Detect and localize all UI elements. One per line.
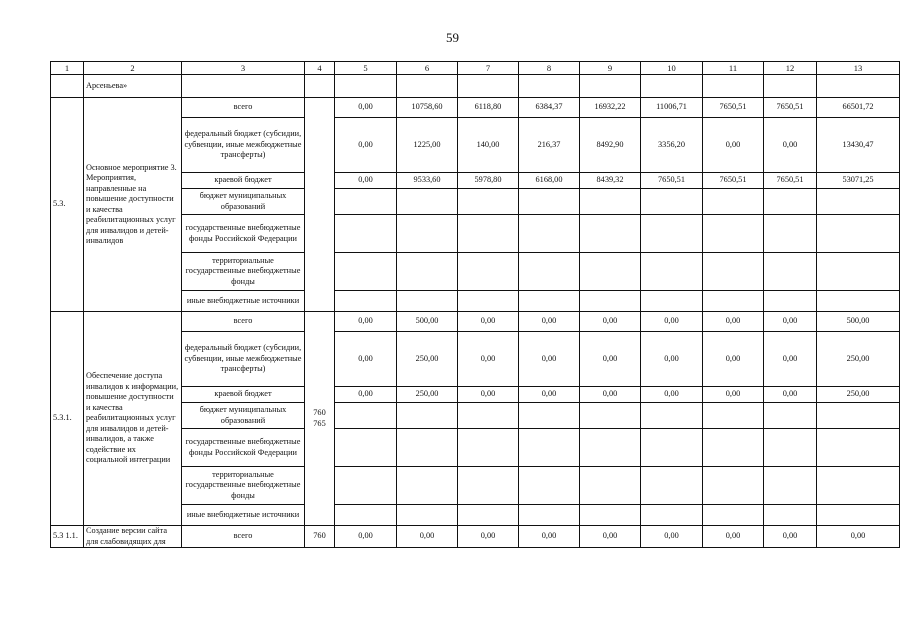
measure-name: Основное мероприятие 3. Мероприятия, направленные на повышение доступности и качества реабилитационных услуг для инвалидов и детей-инвалидов [84,98,182,312]
empty-cell [580,291,641,312]
value-cell: 0,00 [817,526,900,548]
value-cell: 6168,00 [519,173,580,189]
budget-table-container [50,61,900,548]
column-number: 7 [458,62,519,75]
column-number: 5 [335,62,397,75]
funding-source: федеральный бюджет (субсидии, субвенции, иные межбюджетные трансферты) [182,332,305,387]
empty-cell [764,189,817,215]
empty-cell [764,505,817,526]
value-cell: 0,00 [641,332,703,387]
value-cell: 0,00 [519,332,580,387]
empty-cell [458,467,519,505]
value-cell: 16932,22 [580,98,641,118]
value-cell: 1225,00 [397,118,458,173]
value-cell: 0,00 [335,526,397,548]
empty-cell [703,75,764,98]
value-cell: 250,00 [397,332,458,387]
empty-cell [458,253,519,291]
value-cell: 8492,90 [580,118,641,173]
measure-name: Обеспечение доступа инвалидов к информации, повышение доступности и качества реабилитационных услуг для инвалидов и детей-инвалидов, а также содействие их социальной интеграции [84,312,182,526]
funding-source: всего [182,98,305,118]
value-cell: 500,00 [817,312,900,332]
empty-cell [703,215,764,253]
value-cell: 0,00 [764,526,817,548]
value-cell: 7650,51 [764,173,817,189]
column-number: 1 [51,62,84,75]
empty-cell [519,189,580,215]
value-cell: 8439,32 [580,173,641,189]
empty-cell [817,467,900,505]
value-cell: 66501,72 [817,98,900,118]
value-cell: 0,00 [703,387,764,403]
value-cell: 250,00 [817,387,900,403]
funding-source: государственные внебюджетные фонды Российской Федерации [182,215,305,253]
value-cell: 0,00 [335,173,397,189]
value-cell: 0,00 [641,526,703,548]
funding-source: иные внебюджетные источники [182,505,305,526]
item-code: 5.3.1. [51,312,84,526]
empty-cell [397,505,458,526]
page-number: 59 [446,30,459,45]
empty-cell [817,75,900,98]
value-cell: 5978,80 [458,173,519,189]
empty-cell [641,403,703,429]
value-cell: 0,00 [764,118,817,173]
source-cell [182,75,305,98]
value-cell: 0,00 [519,312,580,332]
empty-cell [458,189,519,215]
value-cell: 9533,60 [397,173,458,189]
funding-source: государственные внебюджетные фонды Российской Федерации [182,429,305,467]
empty-cell [519,253,580,291]
budget-row [51,526,900,548]
value-cell: 0,00 [580,526,641,548]
column-number: 8 [519,62,580,75]
value-cell: 13430,47 [817,118,900,173]
budget-table [50,61,900,548]
empty-cell [703,253,764,291]
empty-cell [458,429,519,467]
empty-cell [519,215,580,253]
column-number: 3 [182,62,305,75]
value-cell: 500,00 [397,312,458,332]
grbs-code-line: 760 [313,408,326,417]
budget-row [51,312,900,332]
value-cell: 0,00 [703,118,764,173]
column-number: 6 [397,62,458,75]
value-cell: 0,00 [764,332,817,387]
column-number: 2 [84,62,182,75]
empty-cell [397,291,458,312]
empty-cell [580,467,641,505]
empty-cell [580,189,641,215]
empty-cell [458,215,519,253]
funding-source: всего [182,526,305,548]
empty-cell [764,467,817,505]
empty-cell [458,291,519,312]
empty-cell [519,467,580,505]
empty-cell [703,429,764,467]
budget-row [51,98,900,118]
column-number: 12 [764,62,817,75]
empty-cell [817,189,900,215]
value-cell: 0,00 [703,312,764,332]
column-number-row [51,62,900,75]
value-cell: 0,00 [641,312,703,332]
empty-cell [641,429,703,467]
empty-cell [764,75,817,98]
empty-cell [519,291,580,312]
empty-cell [335,429,397,467]
value-cell: 0,00 [335,312,397,332]
empty-cell [580,403,641,429]
value-cell: 0,00 [458,387,519,403]
empty-cell [641,189,703,215]
value-cell: 0,00 [519,526,580,548]
empty-cell [580,75,641,98]
empty-cell [580,215,641,253]
empty-cell [641,75,703,98]
empty-cell [817,291,900,312]
value-cell: 0,00 [458,312,519,332]
empty-cell [641,467,703,505]
value-cell: 0,00 [580,332,641,387]
empty-cell [641,505,703,526]
empty-cell [580,429,641,467]
value-cell: 3356,20 [641,118,703,173]
empty-cell [397,215,458,253]
value-cell: 0,00 [580,387,641,403]
empty-cell [641,215,703,253]
funding-source: бюджет муниципальных образований [182,403,305,429]
empty-cell [397,75,458,98]
item-code: 5.3. [51,98,84,312]
value-cell: 0,00 [703,526,764,548]
value-cell: 0,00 [335,98,397,118]
value-cell: 250,00 [817,332,900,387]
funding-source: краевой бюджет [182,173,305,189]
empty-cell [335,75,397,98]
value-cell: 0,00 [764,312,817,332]
value-cell: 6118,80 [458,98,519,118]
empty-cell [519,75,580,98]
value-cell: 6384,37 [519,98,580,118]
empty-cell [335,189,397,215]
empty-cell [764,429,817,467]
groups-body [51,98,900,548]
value-cell: 0,00 [335,332,397,387]
funding-source: краевой бюджет [182,387,305,403]
value-cell: 7650,51 [641,173,703,189]
value-cell: 0,00 [335,387,397,403]
continuation-row [51,75,900,98]
funding-source: иные внебюджетные источники [182,291,305,312]
empty-cell [764,403,817,429]
column-number: 10 [641,62,703,75]
column-number: 11 [703,62,764,75]
column-number: 4 [305,62,335,75]
value-cell: 140,00 [458,118,519,173]
empty-cell [397,467,458,505]
value-cell: 216,37 [519,118,580,173]
value-cell: 0,00 [458,526,519,548]
empty-cell [397,403,458,429]
empty-cell [817,505,900,526]
grbs-code-line: 765 [313,418,326,428]
empty-cell [397,189,458,215]
column-number: 9 [580,62,641,75]
value-cell: 7650,51 [764,98,817,118]
empty-cell [703,505,764,526]
funding-source: федеральный бюджет (субсидии, субвенции, иные межбюджетные трансферты) [182,118,305,173]
value-cell: 0,00 [764,387,817,403]
empty-cell [397,429,458,467]
value-cell: 7650,51 [703,98,764,118]
empty-cell [458,75,519,98]
empty-cell [641,291,703,312]
empty-cell [580,505,641,526]
value-cell: 0,00 [580,312,641,332]
value-cell: 7650,51 [703,173,764,189]
empty-cell [519,429,580,467]
empty-cell [458,403,519,429]
value-cell: 10758,60 [397,98,458,118]
empty-cell [703,291,764,312]
grbs-cell [305,75,335,98]
funding-source: всего [182,312,305,332]
empty-cell [764,253,817,291]
empty-cell [335,467,397,505]
empty-cell [335,215,397,253]
empty-cell [641,253,703,291]
code-cell [51,75,84,98]
empty-cell [458,505,519,526]
grbs-code [305,98,335,312]
empty-cell [335,505,397,526]
empty-cell [703,189,764,215]
empty-cell [703,403,764,429]
empty-cell [817,429,900,467]
empty-cell [335,291,397,312]
value-cell: 250,00 [397,387,458,403]
value-cell: 0,00 [458,332,519,387]
column-number: 13 [817,62,900,75]
funding-source: бюджет муниципальных образований [182,189,305,215]
value-cell: 53071,25 [817,173,900,189]
empty-cell [335,253,397,291]
measure-name: Арсеньева» [84,75,182,98]
empty-cell [519,403,580,429]
item-code: 5.3 1.1. [51,526,84,548]
value-cell: 0,00 [397,526,458,548]
value-cell: 0,00 [703,332,764,387]
empty-cell [764,215,817,253]
value-cell: 0,00 [519,387,580,403]
empty-cell [580,253,641,291]
empty-cell [764,291,817,312]
empty-cell [703,467,764,505]
empty-cell [817,403,900,429]
empty-cell [817,253,900,291]
measure-name: Создание версии сайта для слабовидящих для [84,526,182,548]
value-cell: 0,00 [335,118,397,173]
empty-cell [817,215,900,253]
funding-source: территориальные государственные внебюджетные фонды [182,253,305,291]
value-cell: 0,00 [641,387,703,403]
funding-source: территориальные государственные внебюджетные фонды [182,467,305,505]
grbs-code: 760 [305,526,335,548]
empty-cell [335,403,397,429]
empty-cell [519,505,580,526]
grbs-code [305,312,335,526]
value-cell: 11006,71 [641,98,703,118]
empty-cell [397,253,458,291]
